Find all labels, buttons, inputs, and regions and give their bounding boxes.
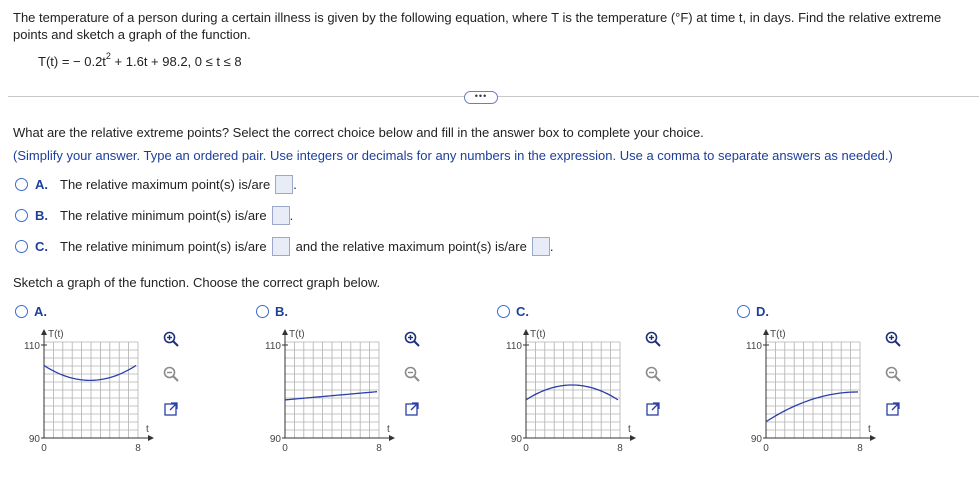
choice-letter: D. xyxy=(756,304,769,319)
radio-choice-c[interactable] xyxy=(15,240,28,253)
y-tick-label-max: 110 xyxy=(265,341,281,352)
x-axis-arrow xyxy=(870,435,876,441)
zoom-out-icon[interactable] xyxy=(884,365,902,383)
x-tick-label-min: 0 xyxy=(523,443,529,454)
answer-box-max[interactable] xyxy=(275,175,293,194)
x-tick-label-max: 8 xyxy=(857,443,863,454)
zoom-in-icon[interactable] xyxy=(884,330,902,348)
choice-letter: B. xyxy=(35,207,48,223)
y-tick-label-min: 90 xyxy=(750,434,762,445)
zoom-in-icon[interactable] xyxy=(644,330,662,348)
function-curve xyxy=(44,365,136,380)
question-1: What are the relative extreme points? Select the correct choice below and fill in the answer box to complete your choice. xyxy=(13,125,704,140)
choice-text: The relative minimum point(s) is/are xyxy=(60,207,267,223)
open-new-window-icon[interactable] xyxy=(403,400,421,418)
y-tick-label-max: 110 xyxy=(746,341,762,352)
choice-text-middle: and the relative maximum point(s) is/are xyxy=(295,238,527,254)
period: . xyxy=(549,238,554,254)
period: . xyxy=(289,207,294,223)
x-axis-label: t xyxy=(628,424,631,435)
choice-letter: C. xyxy=(35,238,48,254)
zoom-out-icon[interactable] xyxy=(162,365,180,383)
x-tick-label-max: 8 xyxy=(135,443,141,454)
y-tick-label-min: 90 xyxy=(28,434,40,445)
y-tick-label-max: 110 xyxy=(506,341,522,352)
equation-rhs: + 1.6t + 98.2, 0 ≤ t ≤ 8 xyxy=(110,54,242,69)
x-tick-label-max: 8 xyxy=(376,443,382,454)
open-new-window-icon[interactable] xyxy=(644,400,662,418)
zoom-out-icon[interactable] xyxy=(644,365,662,383)
x-axis-arrow xyxy=(630,435,636,441)
x-axis-label: t xyxy=(387,424,390,435)
y-tick-label-min: 90 xyxy=(269,434,281,445)
period: . xyxy=(293,176,297,192)
graph-choice-d[interactable] xyxy=(737,304,778,319)
equation-lhs: T(t) = − 0.2t xyxy=(38,54,106,69)
x-tick-label-min: 0 xyxy=(763,443,769,454)
open-new-window-icon[interactable] xyxy=(162,400,180,418)
graph-a xyxy=(20,326,170,456)
y-axis-arrow xyxy=(41,329,47,335)
choice-letter: C. xyxy=(516,304,529,319)
y-axis-label: T(t) xyxy=(530,329,546,340)
radio-graph-d[interactable] xyxy=(737,305,750,318)
graph-b xyxy=(261,326,411,456)
y-axis-label: T(t) xyxy=(770,329,786,340)
x-tick-label-max: 8 xyxy=(617,443,623,454)
x-axis-label: t xyxy=(868,424,871,435)
question-1-hint: (Simplify your answer. Type an ordered pair. Use integers or decimals for any numbers in the expression. Use a comma to separate answers as needed.) xyxy=(13,148,893,163)
choice-c[interactable] xyxy=(15,236,553,256)
equation-exponent: 2 xyxy=(105,51,111,61)
zoom-in-icon[interactable] xyxy=(162,330,180,348)
x-axis-label: t xyxy=(146,424,149,435)
y-axis-arrow xyxy=(282,329,288,335)
choice-b[interactable] xyxy=(15,205,293,225)
x-axis-arrow xyxy=(148,435,154,441)
open-new-window-icon[interactable] xyxy=(884,400,902,418)
choice-letter: A. xyxy=(35,176,48,192)
x-tick-label-min: 0 xyxy=(282,443,288,454)
choice-letter: B. xyxy=(275,304,288,319)
y-tick-label-max: 110 xyxy=(24,341,40,352)
graph-choice-c[interactable] xyxy=(497,304,538,319)
radio-choice-a[interactable] xyxy=(15,178,28,191)
question-2: Sketch a graph of the function. Choose the correct graph below. xyxy=(13,275,381,290)
graph-c xyxy=(502,326,652,456)
expand-button[interactable]: ••• xyxy=(464,91,498,104)
answer-box-min[interactable] xyxy=(272,206,290,225)
radio-graph-b[interactable] xyxy=(256,305,269,318)
answer-box-min[interactable] xyxy=(272,237,290,256)
zoom-out-icon[interactable] xyxy=(403,365,421,383)
y-axis-arrow xyxy=(523,329,529,335)
choice-text: The relative minimum point(s) is/are xyxy=(60,238,267,254)
problem-statement: The temperature of a person during a certain illness is given by the following equation, where T is the temperature (°F) at time t, in days. Find the relative extreme points and sketch a graph of the function. xyxy=(13,10,942,42)
y-axis-label: T(t) xyxy=(48,329,64,340)
radio-choice-b[interactable] xyxy=(15,209,28,222)
x-tick-label-min: 0 xyxy=(41,443,47,454)
x-axis-arrow xyxy=(389,435,395,441)
graph-choice-a[interactable] xyxy=(15,304,56,319)
choice-letter: A. xyxy=(34,304,47,319)
graph-choice-b[interactable] xyxy=(256,304,297,319)
graph-d xyxy=(742,326,892,456)
equation xyxy=(38,51,242,69)
choice-text: The relative maximum point(s) is/are xyxy=(60,176,271,192)
radio-graph-a[interactable] xyxy=(15,305,28,318)
zoom-in-icon[interactable] xyxy=(403,330,421,348)
radio-graph-c[interactable] xyxy=(497,305,510,318)
y-axis-arrow xyxy=(763,329,769,335)
y-tick-label-min: 90 xyxy=(510,434,522,445)
function-curve xyxy=(285,392,377,400)
y-axis-label: T(t) xyxy=(289,329,305,340)
function-curve xyxy=(766,392,858,422)
answer-box-max[interactable] xyxy=(532,237,550,256)
choice-a[interactable] xyxy=(15,174,297,194)
